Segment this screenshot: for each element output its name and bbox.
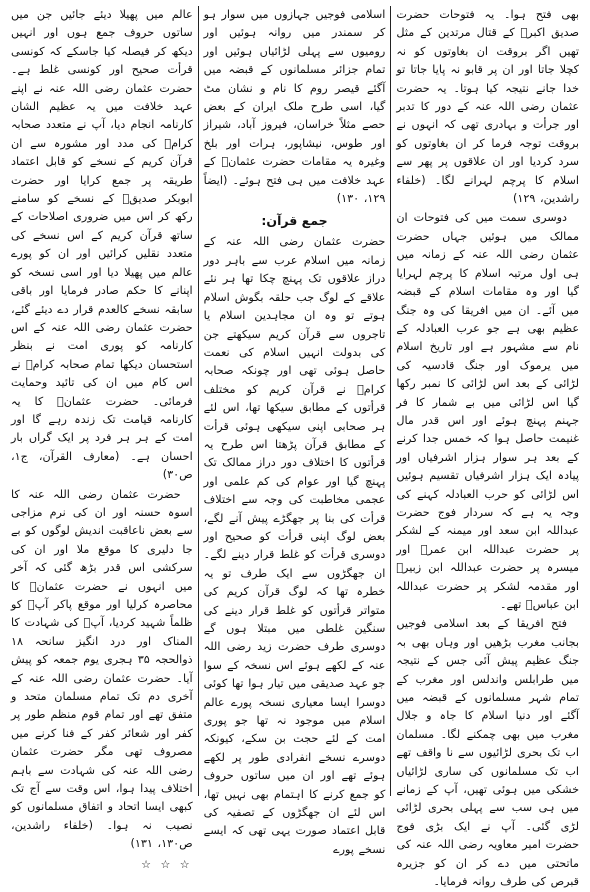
paragraph-quran-compilation: حضرت عثمان رضی اللہ عنہ کے زمانہ میں اسلام عرب سے باہر دور دراز علاقوں تک پہنچ چکا تھا ہر نئے علاقے کے لوگ جب حلقہ بگوش اسلام ہوتے تو وہ ان مجاہدین اسلام یا تاجروں سے قرآن کریم سیکھتے جن کی بدولت انہیں اسلام کی نعمت حاصل ہوئی تھی اور چونکہ صحابہ کرامؓ نے قرآن کریم کو مختلف قرأتوں کے مطابق سیکھا تھا، اس لئے ہر صحابی اپنی سیکھی ہوئی قرأت کے مطابق قرآن پڑھتا اس طرح یہ قرأتوں کا اختلاف دور دراز ممالک تک پہنچ گیا اور عوام کی کم علمی اور عجمی مخاطبت کی وجہ سے اختلاف قرأت کی بنا پر جھگڑے پیش آنے لگے، بعض لوگ اپنی قرأت کو صحیح اور دوسری قرأت کو غلط قرار دینے لگے۔ ان جھگڑوں سے ایک طرف تو یہ خطرہ تھا کہ لوگ قرآن کریم کی متواتر قرأتوں کو غلط قرار دینے کی سنگین غلطی میں مبتلا ہوں گے دوسری طرف حضرت زید رضی اللہ عنہ کے لکھے ہوئے اس نسخہ کے سوا جو عہد صدیقی میں تیار ہوا تھا کوئی دوسرا ایسا معیاری نسخہ پورے عالم اسلام میں موجود نہ تھا جو پوری امت کے لئے حجت بن سکے، کیونکہ دوسرے نسخے انفرادی طور پر لکھے ہوئے تھے اور ان میں ساتوں حروف کو جمع کرنے کا اہتمام بھی نہیں تھا، اس لئے ان جھگڑوں کے تصفیہ کی قابل اعتماد صورت یہی تھی کہ ایسے نسخے پورے (203, 235, 386, 856)
paragraph-western-expansion: فتح افریقا کے بعد اسلامی فوجیں بجانب مغرب بڑھیں اور وہاں بھی بہ جنگ عظیم پیش آئی جس کے نتیجہ میں طرابلس واندلس اور مغرب کے تمام شہر مسلمانوں کے قبضہ میں آگئے اور دنیا اسلام کا جاہ و جلال مغرب میں بھی چمکنے لگا۔ مسلمان اب تک بحری لڑائیوں سے نا واقف تھے اب تک مسلمانوں کی ساری لڑائیاں خشکی میں ہوئی تھیں، آپ کے زمانے میں ہی سب سے پہلی بحری لڑائی لڑی گئی۔ آپ نے ایک بڑی فوج حضرت امیر معاویہ رضی اللہ عنہ کی ماتحتی میں دے کر ان کو جزیرہ قبرص کی طرف روانہ فرمایا۔ (396, 617, 579, 889)
paragraph-africa-conquest: دوسری سمت میں کی فتوحات ان ممالک میں ہوئیں جہاں حضرت عثمان رضی اللہ عنہ کے زمانہ میں ہی اول مرتبہ اسلام کا پرچم لہرایا گیا اور وہ مقامات اسلام کے قبضہ میں آئے۔ ان میں افریقا کی وہ جنگ عظیم بھی ہے جو عرب العبادلہ کے نام سے مشہور ہے اور تاریخ اسلام میں یرموک اور جنگ قادسیہ کی لڑائی کے بعد اس لڑائی کا نمبر رکھا گیا اس لڑائی میں بے شمار کا فر جہنم پہنچ ہوئے اور اس قدر مال غنیمت حاصل ہوا کہ خمس جدا کرنے کے بعد ہر سوار ہزار اشرفیاں اور پیادہ ایک ہزار اشرفیاں تقسیم ہوئیں اس لڑائی کو حرب العبادلہ کہنے کی وجہ یہ ہے کہ سردار فوج حضرت عبداللہ ابن سعد اور میمنہ کے لشکر پر حضرت عبداللہ ابن عمرؓ اور میسرہ پر حضرت عبداللہ ابن زبیرؓ اور مقدمہ لشکر پر حضرت عبداللہ ابن عباسؓ تھے۔ (396, 211, 579, 611)
section-heading-compilation-of-quran: جمع قرآن: (261, 213, 328, 229)
end-stars-ornament: ☆ ☆ ☆ (141, 857, 193, 871)
paragraph-naval-campaign: اسلامی فوجیں جہازوں میں سوار ہو کر سمندر میں روانہ ہوئیں اور رومیوں سے پہلی لڑائیاں ہوئیں اور تمام جزائر مسلمانوں کے قبضہ میں آگئے قیصر روم کا نام و نشان مٹ گیا، اسی طرح ملک ایران کے بعض حصے مثلاً خراسان، فیروز آباد، شیراز اور طوس، نیشاپور، ہرات اور بلخ وغیرہ یہ مقامات حضرت عثمانؓ کے عہد خلافت میں ہی فتح ہوئے۔ (ایضاً ۱۲۹، ۱۳۰) (203, 8, 386, 206)
column-middle (199, 6, 392, 856)
column-right (391, 6, 584, 889)
paragraph-martyrdom: حضرت عثمان رضی اللہ عنہ کا اسوہ حسنہ اور ان کی نرم مزاجی سے بعض ناعاقبت اندیش لوگوں کو بے جا دلیری کا موقع ملا اور ان کی سرکشی اس قدر بڑھ گئی کہ آخر میں انہوں نے حضرت عثمانؓ کا محاصرہ کرلیا اور موقع پاکر آپؓ کو ظلماً شہید کردیا، آپؓ کی شہادت کا المناک اور درد انگیز سانحہ ۱۸ ذوالحجہ ۳۵ ہجری یوم جمعہ کو پیش آیا۔ حضرت عثمان رضی اللہ عنہ کے آخری دم تک تمام مسلمان متحد و متفق تھے اور تمام قوم منظم طور پر کفر اور شعائر کفر کے فنا کرنے میں مصروف تھی مگر حضرت عثمان رضی اللہ عنہ کی شہادت سے باہم اختلاف پیدا ہوا، اس وقت سے آج تک کبھی ایسا اتحاد و اتفاق مسلمانوں کو نصیب نہ ہوا۔ (خلفاء راشدین، ص۱۳۰، ۱۳۱) (11, 487, 193, 851)
column-left (6, 6, 199, 871)
paragraph-standard-copies: عالم میں پھیلا دیئے جائیں جن میں ساتوں حروف جمع ہوں اور انہیں دیکھ کر فیصلہ کیا جاسکے کہ کونسی قرأت صحیح اور کونسی غلط ہے۔ حضرت عثمان رضی اللہ عنہ نے اپنے عہد خلافت میں یہ عظیم الشان کارنامہ انجام دیا، آپ نے متعدد صحابہ کرامؓ کی مدد اور مشورہ سے ان قرآن کریم کے نسخے کو قابل اعتماد طریقہ پر جمع کرایا اور حضرت ابوبکر صدیقؓ کے نسخے کو سامنے رکھ کر اس میں ضروری اصلاحات کے ساتھ قرآن کریم کے اس نسخے کی متعدد نقلیں کرائیں اور ان کو پورے عالم میں پھیلا دیا اور اسی نسخہ کو اپنانے کا حکم صادر فرمایا اور باقی سابقہ نسخے کالعدم قرار دے دیئے گئے، حضرت عثمان رضی اللہ عنہ کے اس کارنامہ کو پوری امت نے بنظر استحسان دیکھا تمام صحابہ کرامؓ نے اس کام میں ان کی تائید وحمایت فرمائی۔ حضرت عثمانؓ کا یہ کارنامہ قیامت تک زندہ رہے گا اور امت کے ہر ہر فرد پر ایک گراں بار احسان ہے۔ (معارف القرآن، ج۱، ص۳۰) (11, 8, 193, 482)
paragraph-conquests-summary: بھی فتح ہوا۔ یہ فتوحات حضرت صدیق اکبرؓ کے قتال مرتدین کے مثل تھیں اگر بروقت ان بغاوتوں کو نہ کچلا جاتا اور ان پر قابو نہ پایا جاتا تو خدا جانے نتیجہ کیا ہوتا۔ یہ حضرت عثمان رضی اللہ عنہ کے دور کا تدبر اور جرأت و بہادری تھی کہ انہوں نے بروقت توجہ فرما کر ان بغاوتوں کو سرد کردیا اور ان علاقوں پر پھر سے اسلام کا پرچم لہرانے لگا۔ (خلفاء راشدین، ۱۲۹) (396, 8, 579, 206)
